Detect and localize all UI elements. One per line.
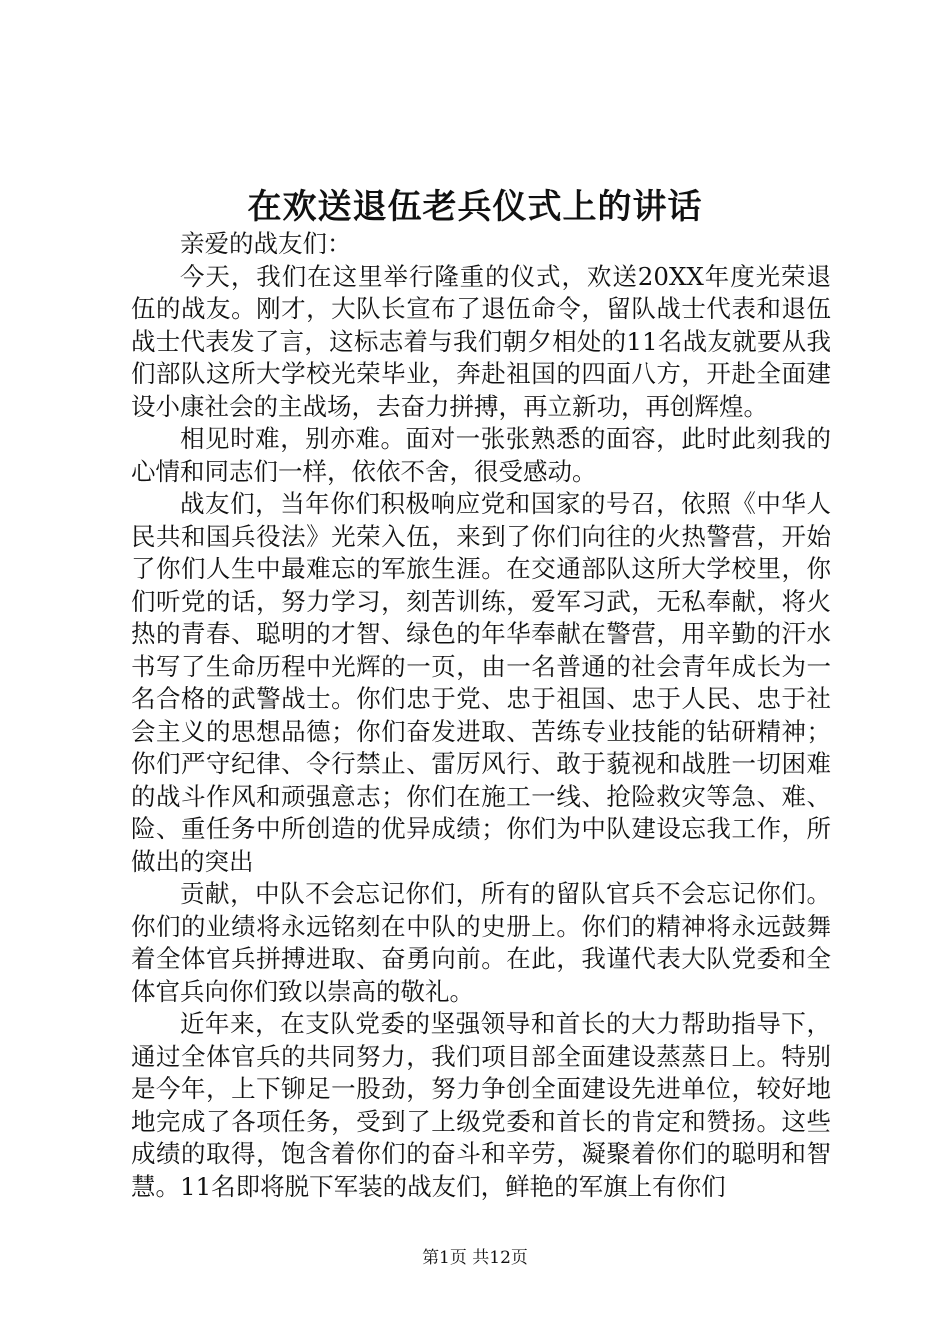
paragraph: 贡献，中队不会忘记你们，所有的留队官兵不会忘记你们。你们的业绩将永远铭刻在中队的史册上。你们的精神将永远鼓舞着全体官兵拼搏进取、奋勇向前。在此，我谨代表大队党委和全体官兵向你们致以崇高的敬礼。 xyxy=(131,879,831,1006)
paragraph: 今天，我们在这里举行隆重的仪式，欢送20XX年度光荣退伍的战友。刚才，大队长宣布了退伍命令，留队战士代表和退伍战士代表发了言，这标志着与我们朝夕相处的11名战友就要从我们部队这所大学校光荣毕业，奔赴祖国的四面八方，开赴全面建设小康社会的主战场，去奋力拼搏，再立新功，再创辉煌。 xyxy=(131,261,831,421)
document-title: 在欢送退伍老兵仪式上的讲话 xyxy=(247,187,703,227)
paragraph: 相见时难，别亦难。面对一张张熟悉的面容，此时此刻我的心情和同志们一样，依依不舍，很受感动。 xyxy=(131,424,831,486)
document-body xyxy=(131,228,831,1203)
page-number-footer: 第1页 共12页 xyxy=(422,1248,528,1268)
paragraph: 战友们，当年你们积极响应党和国家的号召，依照《中华人民共和国兵役法》光荣入伍，来到了你们向往的火热警营，开始了你们人生中最难忘的军旅生涯。在交通部队这所大学校里，你们听党的话，努力学习，刻苦训练，爱军习武，无私奉献，将火热的青春、聪明的才智、绿色的年华奉献在警营，用辛勤的汗水书写了生命历程中光辉的一页，由一名普通的社会青年成长为一名合格的武警战士。你们忠于党、忠于祖国、忠于人民、忠于社会主义的思想品德；你们奋发进取、苦练专业技能的钻研精神；你们严守纪律、令行禁止、雷厉风行、敢于藐视和战胜一切困难的战斗作风和顽强意志；你们在施工一线、抢险救灾等急、难、险、重任务中所创造的优异成绩；你们为中队建设忘我工作，所做出的突出 xyxy=(131,489,831,876)
paragraph: 近年来，在支队党委的坚强领导和首长的大力帮助指导下，通过全体官兵的共同努力，我们项目部全面建设蒸蒸日上。特别是今年，上下铆足一股劲，努力争创全面建设先进单位，较好地地完成了各项任务，受到了上级党委和首长的肯定和赞扬。这些成绩的取得，饱含着你们的奋斗和辛劳，凝聚着你们的聪明和智慧。11名即将脱下军装的战友们，鲜艳的军旗上有你们 xyxy=(131,1009,831,1201)
paragraph-salutation: 亲爱的战友们： xyxy=(180,229,352,258)
